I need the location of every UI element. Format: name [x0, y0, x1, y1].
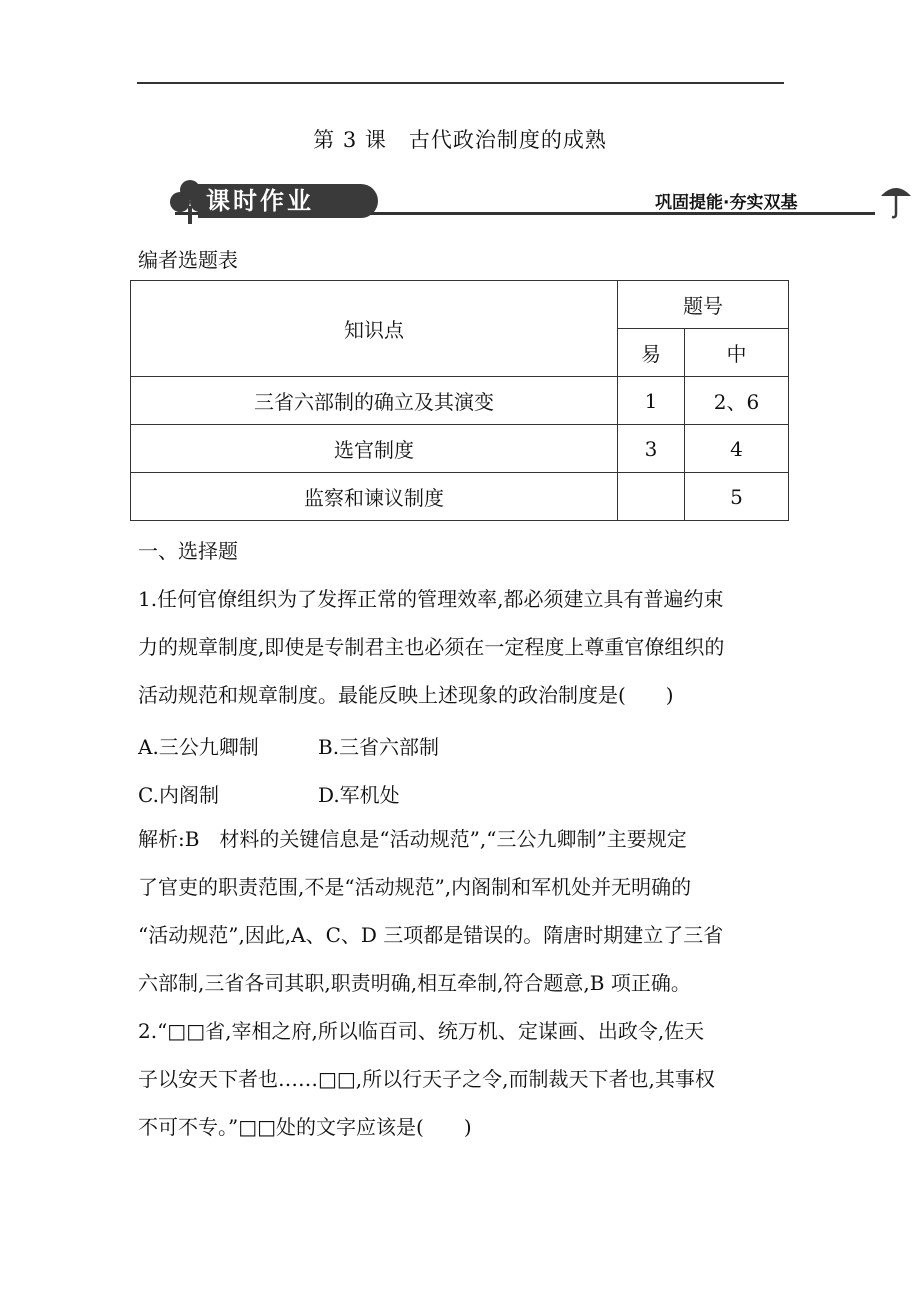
- analysis-line: 六部制,三省各司其职,职责明确,相互牵制,符合题意,B 项正确。: [138, 971, 691, 995]
- row-medium: 4: [685, 425, 789, 473]
- header-easy: 易: [618, 329, 685, 377]
- question-line: 1.任何官僚组织为了发挥正常的管理效率,都必须建立具有普遍约束: [138, 587, 724, 611]
- topic-table: [130, 280, 789, 521]
- question-line: 力的规章制度,即使是专制君主也必须在一定程度上尊重官僚组织的: [138, 635, 725, 659]
- options-row-1: [138, 731, 498, 760]
- analysis-line: “活动规范”,因此,A、C、D 三项都是错误的。隋唐时期建立了三省: [138, 923, 724, 947]
- option-d: D.军机处: [318, 783, 400, 807]
- table-row: [131, 425, 789, 473]
- lesson-title: 第 3 课 古代政治制度的成熟: [313, 128, 607, 152]
- option-b: B.三省六部制: [318, 735, 440, 759]
- question-line: 不可不专。”□□处的文字应该是( ): [138, 1115, 472, 1139]
- question-2: [138, 1007, 788, 1151]
- umbrella-icon: [879, 180, 913, 220]
- row-topic: 选官制度: [131, 425, 618, 473]
- row-topic: 三省六部制的确立及其演变: [131, 377, 618, 425]
- row-medium: 2、6: [685, 377, 789, 425]
- banner-slogan: 巩固提能·夯实双基: [655, 193, 798, 213]
- question-line: 子以安天下者也……□□,所以行天子之令,而制裁天下者也,其事权: [138, 1067, 715, 1091]
- row-easy: [618, 473, 685, 521]
- row-medium: 5: [685, 473, 789, 521]
- table-row: [131, 473, 789, 521]
- row-topic: 监察和谏议制度: [131, 473, 618, 521]
- question-line: 2.“□□省,宰相之府,所以临百司、统万机、定谋画、出政令,佐天: [138, 1019, 705, 1043]
- header-number: 题号: [618, 281, 789, 329]
- homework-banner: [168, 176, 918, 226]
- banner-tag: 课时作业: [198, 184, 378, 218]
- row-easy: 1: [618, 377, 685, 425]
- question-line: 活动规范和规章制度。最能反映上述现象的政治制度是( ): [138, 683, 674, 707]
- section-heading: 一、选择题: [138, 539, 238, 563]
- analysis-1: [138, 815, 788, 1007]
- option-a: A.三公九卿制: [138, 735, 259, 759]
- options-row-2: [138, 779, 498, 808]
- analysis-line: 了官吏的职责范围,不是“活动规范”,内阁制和军机处并无明确的: [138, 875, 692, 899]
- table-row: [131, 377, 789, 425]
- row-easy: 3: [618, 425, 685, 473]
- question-1: [138, 575, 788, 719]
- analysis-line: 解析:B 材料的关键信息是“活动规范”,“三公九卿制”主要规定: [138, 827, 687, 851]
- header-topic: 知识点: [131, 281, 618, 377]
- header-medium: 中: [685, 329, 789, 377]
- table-caption: 编者选题表: [138, 248, 238, 272]
- option-c: C.内阁制: [138, 783, 219, 807]
- top-rule: [137, 82, 784, 84]
